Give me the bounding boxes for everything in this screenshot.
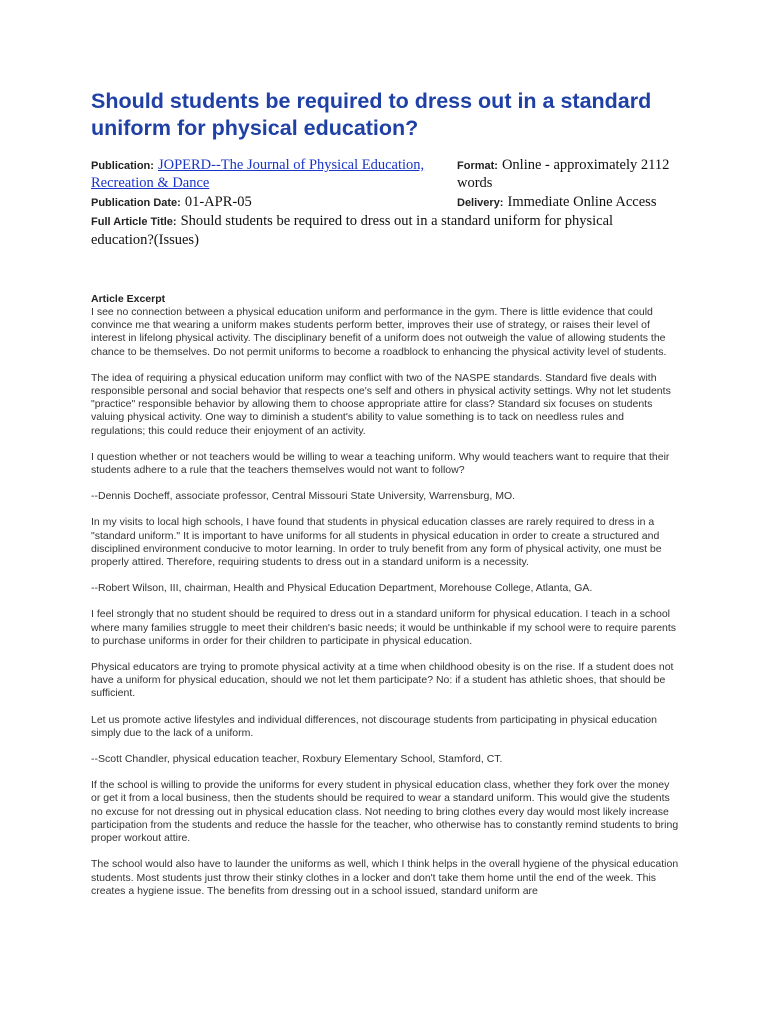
full-title-value: Should students be required to dress out in a standard uniform for physical education?(Issues): [91, 213, 614, 248]
pubdate-label: Publication Date:: [91, 197, 181, 209]
format-value: Online - approximately 2112 words: [457, 157, 670, 191]
excerpt-paragraph: If the school is willing to provide the uniforms for every student in physical education class, whether they fork over the money or get it from a local business, then the students should be required to wear a standard uniform. This would give the students no excuse for not dressing out in physical education class. Not needing to bring clothes every day would most likely increase participation from the students and reduce the hassle for the teacher, who otherwise has to constantly remind students to bring proper workout attire.: [91, 779, 679, 845]
full-article-title: [91, 212, 679, 249]
excerpt-paragraph: I question whether or not teachers would be willing to wear a teaching uniform. Why would teachers want to require that their students adhere to a rule that the teachers themselves would not want to follow?: [91, 450, 670, 477]
full-title-label: Full Article Title:: [91, 216, 177, 228]
excerpt-paragraph: I see no connection between a physical education uniform and performance in the gym. There is little evidence that could convince me that wearing a uniform makes students perform better, improves their use of strategy, or raises their level of interest in lifelong physical activity. The disciplinary benefit of a uniform does not outweigh the value of allowing students the chance to be themselves. Do not permit uniforms to become a roadblock to enhancing the physical activity level of students.: [91, 306, 667, 358]
article-page: [91, 88, 679, 911]
delivery-label: Delivery:: [457, 197, 504, 209]
excerpt-paragraph: I feel strongly that no student should be required to dress out in a standard uniform for physical education. I teach in a school where many families struggle to meet their children's basic needs; it would be unthinkable if my school were to require parents to purchase uniforms in order for their children to participate in physical education.: [91, 608, 677, 647]
format-label: Format:: [457, 160, 498, 172]
pubdate-field: [91, 193, 457, 211]
publication-link[interactable]: JOPERD--The Journal of Physical Education, Recreation & Dance: [91, 157, 425, 191]
author-attribution: --Dennis Docheff, associate professor, Central Missouri State University, Warrensburg, MO.: [91, 490, 516, 503]
meta-row-date: [91, 193, 679, 211]
excerpt-paragraph: Let us promote active lifestyles and individual differences, not discourage students from participating in physical education simply due to the lack of a uniform.: [91, 713, 657, 739]
delivery-field: [457, 193, 679, 211]
author-attribution: --Scott Chandler, physical education teacher, Roxbury Elementary School, Stamford, CT.: [91, 753, 503, 766]
author-attribution: --Robert Wilson, III, chairman, Health and Physical Education Department, Morehouse College, Atlanta, GA.: [91, 582, 593, 595]
delivery-value: Immediate Online Access: [507, 194, 657, 210]
excerpt-paragraph: Physical educators are trying to promote physical activity at a time when childhood obesity is on the rise. If a student does not have a uniform for physical education, should we not let them participate? No: if a student has athletic shoes, that should be sufficient.: [91, 661, 674, 700]
article-excerpt: [91, 293, 679, 898]
meta-row-publication: [91, 156, 679, 192]
excerpt-heading: Article Excerpt: [91, 293, 166, 305]
publication-label: Publication:: [91, 160, 154, 172]
pubdate-value: 01-APR-05: [184, 194, 252, 210]
excerpt-paragraph: The idea of requiring a physical education uniform may conflict with two of the NASPE standards. Standard five deals with responsible personal and social behavior that respects one's self and others in physical activity settings. Why not let students "practice" responsible behavior by allowing them to choose appropriate attire for class? Standard six focuses on students valuing physical activity. One way to diminish a student's ability to value something is to tack on needless rules and regulations; this could reduce their enjoyment of an activity.: [91, 371, 671, 437]
publication-field: [91, 156, 457, 192]
excerpt-paragraph: In my visits to local high schools, I have found that students in physical education classes are rarely required to dress in a "standard uniform." It is important to have uniforms for all students in physical education in order to create a structured and disciplined environment conducive to motor learning. In order to truly benefit from any form of physical activity, one must be properly attired. Therefore, requiring students to dress out in a standard uniform is a necessity.: [91, 516, 662, 569]
excerpt-paragraph: The school would also have to launder the uniforms as well, which I think helps in the overall hygiene of the physical education students. Most students just throw their stinky clothes in a locker and don't take them home until the end of the week. This creates a hygiene issue. The benefits from dressing out in a school issued, standard uniform are: [91, 858, 679, 897]
article-title: Should students be required to dress out in a standard uniform for physical education?: [91, 89, 652, 140]
format-field: [457, 156, 679, 192]
